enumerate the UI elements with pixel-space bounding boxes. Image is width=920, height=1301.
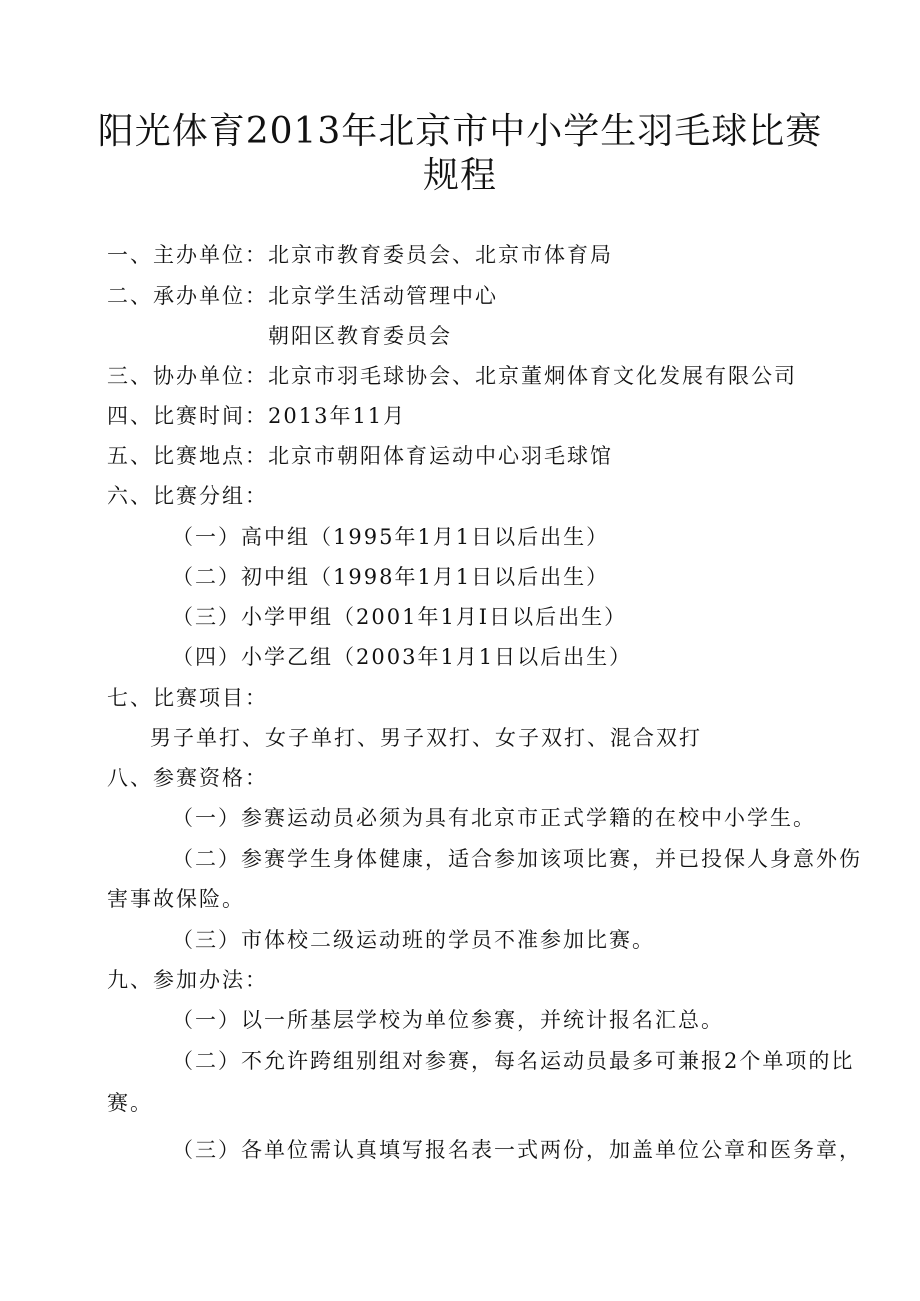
group-item: （四）小学乙组（2003年1月1日以后出生） [172, 645, 633, 669]
section-events-heading: 七、比赛项目： [107, 686, 268, 710]
section-host: 二、承办单位：北京学生活动管理中心 [107, 284, 498, 308]
section-groups-heading: 六、比赛分组： [107, 484, 268, 508]
method-item: （二）不允许跨组别组对参赛，每名运动员最多可兼报2个单项的比 [172, 1049, 855, 1073]
section-host-continued: 朝阳区教育委员会 [268, 324, 452, 348]
document-title-line-1: 阳光体育2013年北京市中小学生羽毛球比赛 [97, 111, 823, 152]
section-time: 四、比赛时间：2013年11月 [107, 404, 407, 428]
method-item: （一）以一所基层学校为单位参赛，并统计报名汇总。 [172, 1008, 724, 1032]
section-eligibility-heading: 八、参赛资格： [107, 766, 268, 790]
eligibility-item: （二）参赛学生身体健康，适合参加该项比赛，并已投保人身意外伤 [172, 847, 862, 871]
method-item: （三）各单位需认真填写报名表一式两份，加盖单位公章和医务章， [172, 1138, 862, 1162]
events-list: 男子单打、女子单打、男子双打、女子双打、混合双打 [150, 726, 702, 750]
eligibility-item-continued: 害事故保险。 [107, 887, 245, 911]
section-venue: 五、比赛地点：北京市朝阳体育运动中心羽毛球馆 [107, 444, 613, 468]
eligibility-item: （三）市体校二级运动班的学员不准参加比赛。 [172, 928, 655, 952]
method-item-continued: 赛。 [107, 1091, 153, 1115]
document-title-line-2: 规程 [422, 155, 497, 196]
group-item: （三）小学甲组（2001年1月Ⅰ日以后出生） [172, 605, 628, 629]
section-co-organizer: 三、协办单位：北京市羽毛球协会、北京董炯体育文化发展有限公司 [107, 364, 797, 388]
section-organizer: 一、主办单位：北京市教育委员会、北京市体育局 [107, 243, 613, 267]
group-item: （一）高中组（1995年1月1日以后出生） [172, 525, 610, 549]
group-item: （二）初中组（1998年1月1日以后出生） [172, 565, 610, 589]
section-method-heading: 九、参加办法： [107, 968, 268, 992]
eligibility-item: （一）参赛运动员必须为具有北京市正式学籍的在校中小学生。 [172, 806, 816, 830]
